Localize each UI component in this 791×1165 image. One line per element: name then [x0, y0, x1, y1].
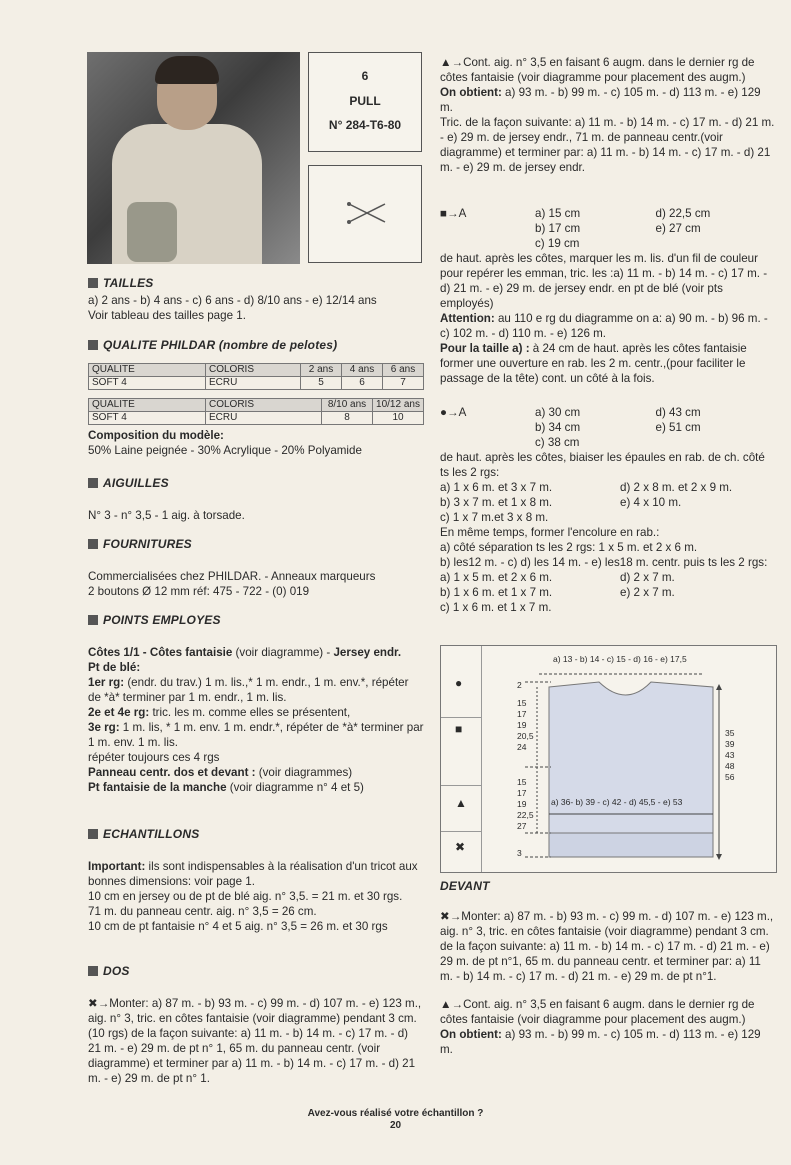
garment-diagram — [440, 645, 777, 873]
measure-b: ●→A a) 30 cm b) 34 cm c) 38 cm d) 43 cm e) 51 cm — [440, 406, 701, 449]
row-1: 1er rg: (endr. du trav.) 1 m. lis.,* 1 m. endr., 1 m. env.*, répéter de *à* terminer par 1 m. endr., 1 m. lis. — [88, 676, 409, 704]
qualite-table-1: QUALITE COLORIS 2 ans 4 ans 6 ans SOFT 4 ECRU 5 6 7 — [88, 363, 424, 390]
width-top-label: a) 13 - b) 14 - c) 15 - d) 16 - e) 17,5 — [553, 654, 687, 664]
fournitures-heading: FOURNITURES — [103, 537, 192, 551]
symbol-circle-icon: ● — [455, 676, 463, 690]
echantillon-line-1: 10 cm en jersey ou de pt de blé aig. n° 3,5. = 21 m. et 30 rgs. — [88, 890, 403, 903]
square-bullet-icon — [88, 340, 98, 350]
sweater-photo — [87, 52, 300, 264]
pattern-title: PULL — [349, 94, 381, 108]
echantillons-heading: ECHANTILLONS — [103, 827, 200, 841]
width-bottom-label: a) 36- b) 39 - c) 42 - d) 45,5 - e) 53 — [551, 797, 683, 807]
aiguilles-heading: AIGUILLES — [103, 476, 169, 490]
symbol-triangle-icon: ▲ — [455, 796, 467, 810]
left-low-measures: 15 17 19 22,5 27 — [517, 777, 534, 831]
left-mid-measures: 15 17 19 20,5 24 — [517, 698, 534, 752]
pattern-ref: N° 284-T6-80 — [328, 118, 402, 132]
points-section — [88, 613, 424, 795]
measure-a: ■→A a) 15 cm b) 17 cm c) 19 cm d) 22,5 cm e) 27 cm — [440, 207, 711, 250]
row-3: 3e rg: 1 m. lis, * 1 m. env. 1 m. endr.*, répéter de *à* terminer par 1 m. env. 1 m. lis. — [88, 721, 424, 749]
epaules-text: de haut. après les côtes, biaiser les épaules en rab. de ch. côté ts les 2 rgs: a) 1 x 6 m. et 3 x 7 m. b) 3 x 7 m. et 1 x 8 m. c) 1 x 7 m.et 3 x 8 m. d) 2 x 8 m. et 2 x 9 m. e) 4 x 10 m. En même temps, former l'encolure en rab.: a) côté séparation ts les 2 rgs: 1 x 5 m. et 2 x 6 m. b) les12 m. - c) d) les 14 m. - e) les18 m. centr. puis ts les 2 rgs: a) 1 x 5 m. et 2 x 6 m. b) 1 x 6 m. et 1 x 7 m. c) 1 x 6 m. et 1 x 7 m. d) 2 x 7 m. e) 2 x 7 m. — [440, 451, 768, 614]
echantillon-line-3: 10 cm de pt fantaisie n° 4 et 5 aig. n° 3,5 = 26 m. et 30 rgs — [88, 920, 388, 933]
square-bullet-icon — [88, 615, 98, 625]
needles-icon-box — [308, 165, 422, 263]
composition-title: Composition du modèle: — [88, 429, 224, 442]
left-bottom-measure: 3 — [517, 848, 522, 858]
symbol-square-icon: ■ — [455, 722, 463, 736]
echantillons-section — [88, 827, 424, 934]
aiguilles-section — [88, 476, 424, 523]
right-measures: 35 39 43 48 56 — [725, 728, 735, 782]
tailles-line-1: a) 2 ans - b) 4 ans - c) 6 ans - d) 8/10 ans - e) 12/14 ans — [88, 294, 377, 307]
important-text: Important: ils sont indispensables à la réalisation d'un tricot aux bonnes dimensions: voir page 1. — [88, 860, 418, 888]
ptfantaisie-line: Pt fantaisie de la manche (voir diagramme n° 4 et 5) — [88, 781, 364, 794]
panneau-line: Panneau centr. dos et devant : (voir diagrammes) — [88, 766, 353, 779]
square-bullet-icon — [88, 478, 98, 488]
qualite-table-2: QUALITE COLORIS 8/10 ans 10/12 ans SOFT 4 ECRU 8 10 — [88, 398, 424, 425]
page-number: 20 — [389, 1120, 402, 1131]
devant-heading: DEVANT — [440, 879, 490, 893]
footer — [0, 1108, 791, 1132]
dos-text: ✖→Monter: a) 87 m. - b) 93 m. - c) 99 m. - d) 107 m. - e) 123 m., aig. n° 3, tric. en côtes fantaisie (voir diagramme) pendant 3 cm. (10 rgs) de la façon suivante: a) 11 m. - b) 14 m. - c) 17 m. - d) 21 m. - e) 29 m. de pt n° 1, 65 m. du panneau centr. (voir diagramme) et terminer par a) 11 m. - b) 14 m. - c) 17 m. - d) 21 m. - e) 29 m. de pt n° 1. — [88, 997, 422, 1085]
dos-heading: DOS — [103, 964, 130, 978]
pattern-header-box — [308, 52, 422, 152]
composition-text: 50% Laine peignée - 30% Acrylique - 20% Polyamide — [88, 444, 362, 457]
fournitures-line-1: Commercialisées chez PHILDAR. - Anneaux marqueurs — [88, 570, 376, 583]
devant-section — [440, 879, 776, 1057]
devant-text-2: ▲→Cont. aig. n° 3,5 en faisant 6 augm. dans le dernier rg de côtes fantaisie (voir diagramme pour placement des augm.) — [440, 998, 755, 1026]
devant-text-1: ✖→Monter: a) 87 m. - b) 93 m. - c) 99 m. - d) 107 m. - e) 123 m., aig. n° 3, tric. en côtes fantaisie (voir diagramme) pendant 3 cm. de la façon suivante: a) 11 m. - b) 14 m. - c) 17 m. - d) 21 m. - e) 29 m. de pt n°1, 65 m. du panneau centr. et terminer par: a) 11 m. - b) 14 m. - c) 17 m. - d) 21 m. - e) 29 m. de pt n°1. — [440, 910, 774, 983]
tailles-heading: TAILLES — [103, 276, 154, 290]
left-top-measure: 2 — [517, 680, 522, 690]
aiguilles-text: N° 3 - n° 3,5 - 1 aig. à torsade. — [88, 509, 245, 522]
square-bullet-icon — [88, 966, 98, 976]
row-repeat: répéter toujours ces 4 rgs — [88, 751, 220, 764]
emmanchures-text: de haut. après les côtes, marquer les m. lis. d'un fil de couleur pour repérer les emman, tric. les :a) 11 m. - b) 14 m. - c) 17 m. - d) 21 m. - e) 29 m. de jersey endr. en pt de blé (voir pts employés) Attention: au 110 e rg du diagramme on a: a) 90 m. - b) 96 m. - c) 102 m. - d) 110 m. - e) 126 m. Pour la taille a) : à 24 cm de haut. après les côtes fantaisie former une ouverture en rab. les 2 m. centr.,(pour faciliter le passage de la tête) cont. un côté à la fois. — [440, 252, 768, 385]
symbol-cross-icon: ✖ — [455, 840, 466, 854]
dos-section — [88, 964, 424, 1086]
echantillon-line-2: 71 m. du panneau centr. aig. n° 3,5 = 26 cm. — [88, 905, 317, 918]
dos-continued: ▲→Cont. aig. n° 3,5 en faisant 6 augm. dans le dernier rg de côtes fantaisie (voir diagramme pour placement des augm.) On obtient: a) 93 m. - b) 99 m. - c) 105 m. - d) 113 m. - e) 129 m. Tric. de la façon suivante: a) 11 m. - b) 14 m. - c) 17 m. - d) 21 m. - e) 29 m. de jersey endr., 71 m. de panneau centr.(voir diagramme) et terminer par: a) 11 m. - b) 14 m. - c) 17 m. - d) 21 m. - e) 29 m. de jersey endr. — [440, 56, 775, 174]
qualite-section — [88, 338, 424, 458]
square-bullet-icon — [88, 829, 98, 839]
fournitures-line-2: 2 boutons Ø 12 mm réf: 475 - 722 - (0) 019 — [88, 585, 310, 598]
points-heading: POINTS EMPLOYES — [103, 613, 221, 627]
tailles-section — [88, 276, 424, 323]
qualite-heading: QUALITE PHILDAR (nombre de pelotes) — [103, 338, 338, 352]
square-bullet-icon — [88, 278, 98, 288]
square-bullet-icon — [88, 539, 98, 549]
fournitures-section — [88, 537, 424, 599]
points-intro: Côtes 1/1 - Côtes fantaisie (voir diagramme) - Jersey endr. — [88, 646, 402, 659]
devant-text-3: On obtient: a) 93 m. - b) 99 m. - c) 105 m. - d) 113 m. - e) 129 m. — [440, 1028, 761, 1056]
ptdeble-title: Pt de blé: — [88, 661, 141, 674]
row-2-4: 2e et 4e rg: tric. les m. comme elles se présentent, — [88, 706, 351, 719]
footer-question: Avez-vous réalisé votre échantillon ? — [307, 1108, 484, 1119]
crossed-needles-icon — [309, 166, 421, 262]
pattern-number: 6 — [361, 69, 369, 83]
tailles-line-2: Voir tableau des tailles page 1. — [88, 309, 246, 322]
